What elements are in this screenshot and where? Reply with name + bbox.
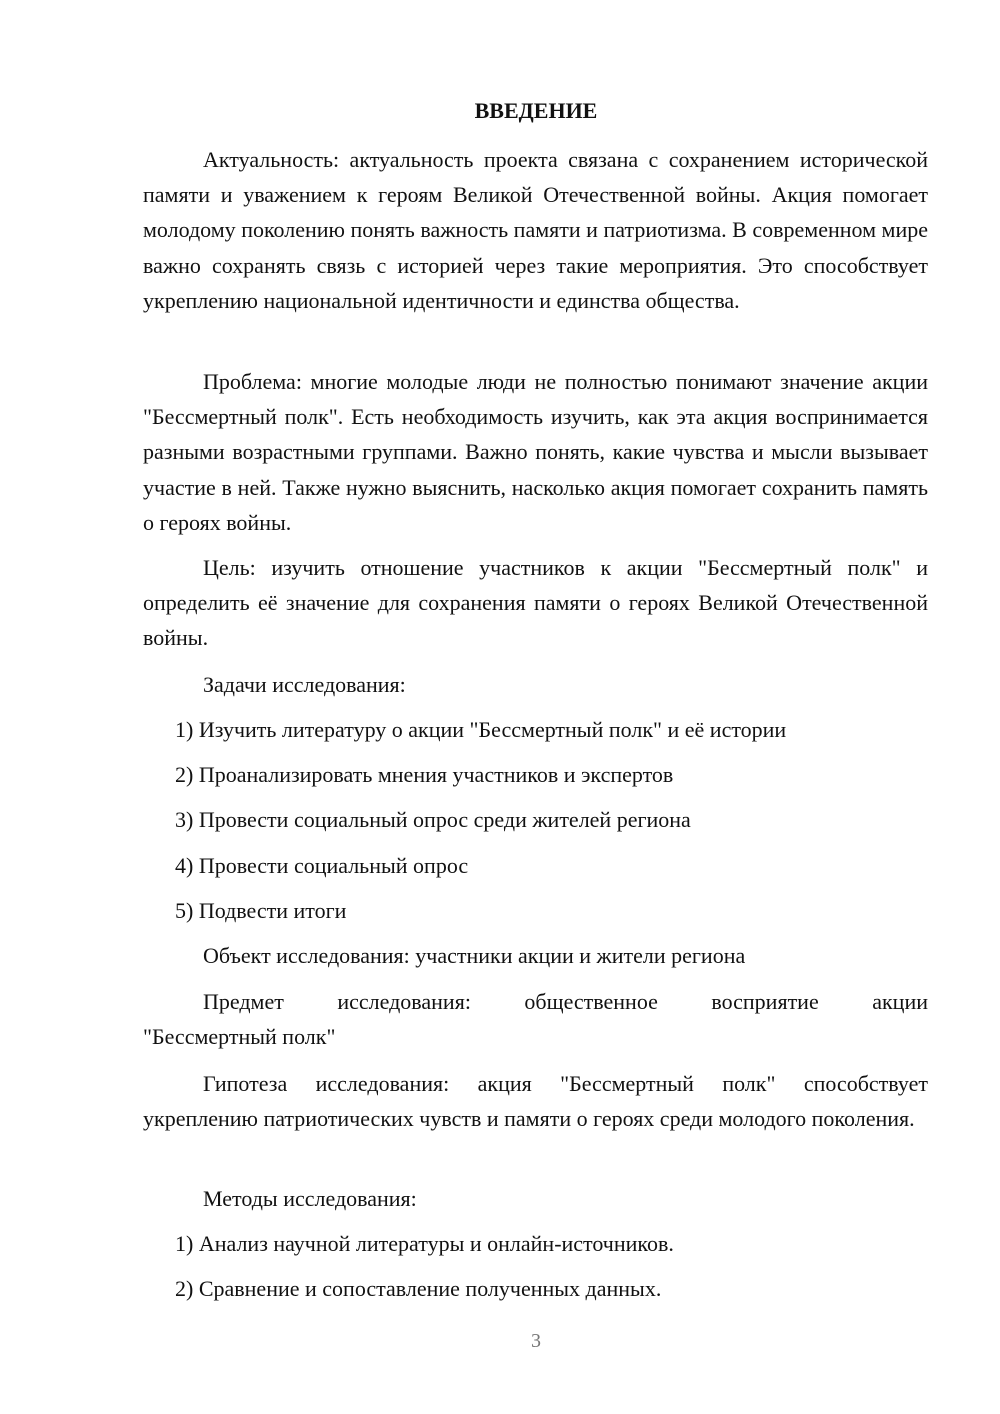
list-item-method: 2) Сравнение и сопоставление полученных данных. (175, 1276, 662, 1301)
research-object: Объект исследования: участники акции и жители региона (203, 943, 746, 968)
list-item-task: 2) Проанализировать мнения участников и экспертов (175, 762, 674, 787)
methods-heading: Методы исследования: (203, 1186, 417, 1211)
list-item-task: 3) Провести социальный опрос среди жителей региона (175, 807, 691, 832)
tasks-heading: Задачи исследования: (203, 672, 406, 697)
page-number: 3 (531, 1330, 541, 1352)
list-item-task: 5) Подвести итоги (175, 898, 347, 923)
list-item-task: 1) Изучить литературу о акции "Бессмертный полк" и её истории (175, 717, 787, 742)
list-item-task: 4) Провести социальный опрос (175, 853, 469, 878)
paragraph-relevance: Актуальность: актуальность проекта связана с сохранением исторической памяти и уважением к героям Великой Отечественной войны. Акция помогает молодому поколению понять важность памяти и патриотизма. В современном мире важно сохранять связь с историей через такие мероприятия. Это способствует укреплению национальной идентичности и единства общества. (143, 147, 928, 313)
research-subject-line2: "Бессмертный полк" (143, 1024, 336, 1049)
paragraph-problem: Проблема: многие молодые люди не полностью понимают значение акции "Бессмертный полк". Есть необходимость изучить, как эта акция воспринимается разными возрастными группами. Важно понять, какие чувства и мысли вызывает участие в ней. Также нужно выяснить, насколько акция помогает сохранить память о героях войны. (143, 369, 928, 535)
page-title: ВВЕДЕНИЕ (474, 98, 598, 123)
paragraph-hypothesis: Гипотеза исследования: акция "Бессмертный полк" способствует укреплению патриотических чувств и памяти о героях среди молодого поколения. (143, 1071, 928, 1132)
paragraph-goal: Цель: изучить отношение участников к акции "Бессмертный полк" и определить её значение для сохранения памяти о героях Великой Отечественной войны. (143, 555, 928, 651)
research-subject-line1: Предмет исследования: общественное восприятие акции (203, 989, 928, 1014)
list-item-method: 1) Анализ научной литературы и онлайн-источников. (175, 1231, 674, 1256)
